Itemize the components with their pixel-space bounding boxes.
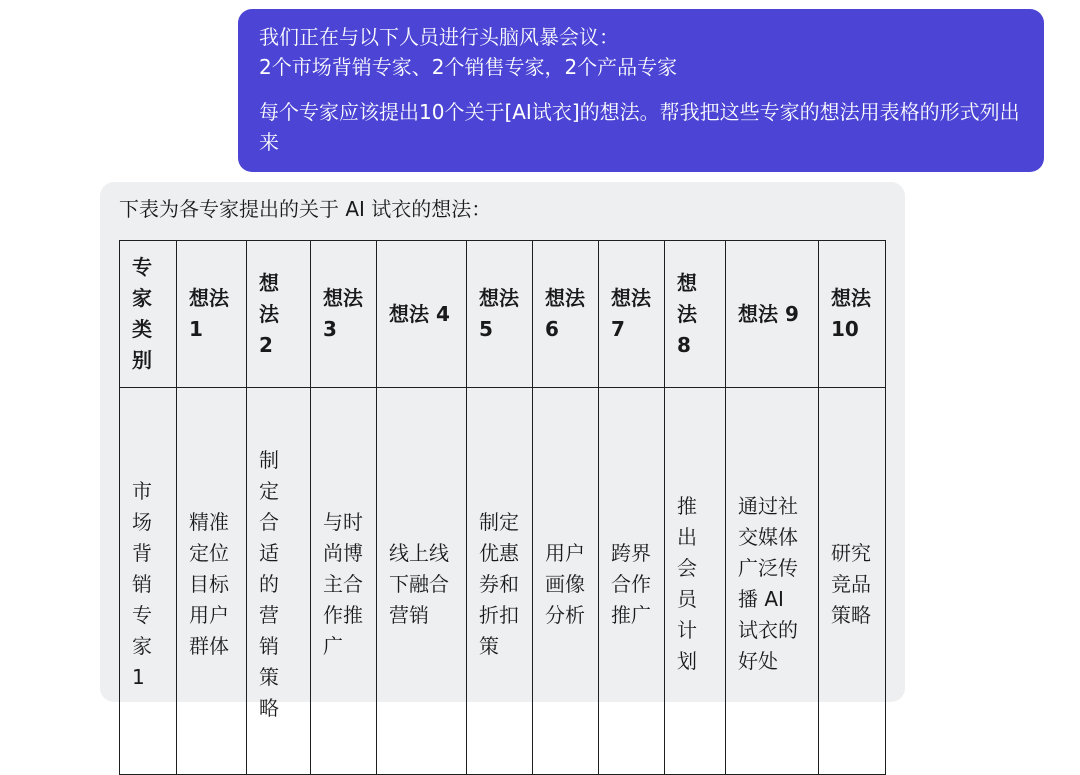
header-idea-10: 想法 10 — [819, 241, 886, 388]
header-idea-3: 想法 3 — [311, 241, 377, 388]
table-cell: 精准定位目标用户群体 — [177, 388, 247, 775]
table-cell: 跨界合作推广 — [599, 388, 665, 775]
table-cell: 制定优惠券和折扣策 — [467, 388, 533, 775]
header-expert-category: 专家类别 — [120, 241, 177, 388]
table-cell: 市场背销专家 1 — [120, 388, 177, 775]
user-message-bubble — [238, 9, 1044, 172]
table-row — [120, 388, 886, 775]
header-idea-4: 想法 4 — [377, 241, 467, 388]
header-idea-9: 想法 9 — [726, 241, 819, 388]
assistant-intro-text: 下表为各专家提出的关于 AI 试衣的想法： — [119, 197, 492, 221]
table-cell: 推出会员计划 — [665, 388, 726, 775]
table-cell: 研究竞品策略 — [819, 388, 886, 775]
header-idea-7: 想法 7 — [599, 241, 665, 388]
ideas-table — [119, 240, 886, 775]
assistant-message-bubble — [100, 182, 905, 720]
table-cell: 与时尚博主合作推广 — [311, 388, 377, 775]
header-idea-6: 想法 6 — [533, 241, 599, 388]
table-cell: 线上线下融合营销 — [377, 388, 467, 775]
user-message-line: 我们正在与以下人员进行头脑风暴会议： 2个市场背销专家、2个销售专家，2个产品专家 — [259, 25, 678, 79]
header-idea-1: 想法 1 — [177, 241, 247, 388]
user-message-request: 每个专家应该提出10个关于[AI试衣]的想法。帮我把这些专家的想法用表格的形式列出来 — [259, 100, 1020, 154]
table-cell: 制定合适的营销策略 — [247, 388, 311, 775]
header-idea-5: 想法 5 — [467, 241, 533, 388]
table-cell: 用户画像分析 — [533, 388, 599, 775]
header-idea-8: 想法 8 — [665, 241, 726, 388]
table-header-row — [120, 241, 886, 388]
table-cell: 通过社交媒体广泛传播 AI 试衣的好处 — [726, 388, 819, 775]
header-idea-2: 想法 2 — [247, 241, 311, 388]
